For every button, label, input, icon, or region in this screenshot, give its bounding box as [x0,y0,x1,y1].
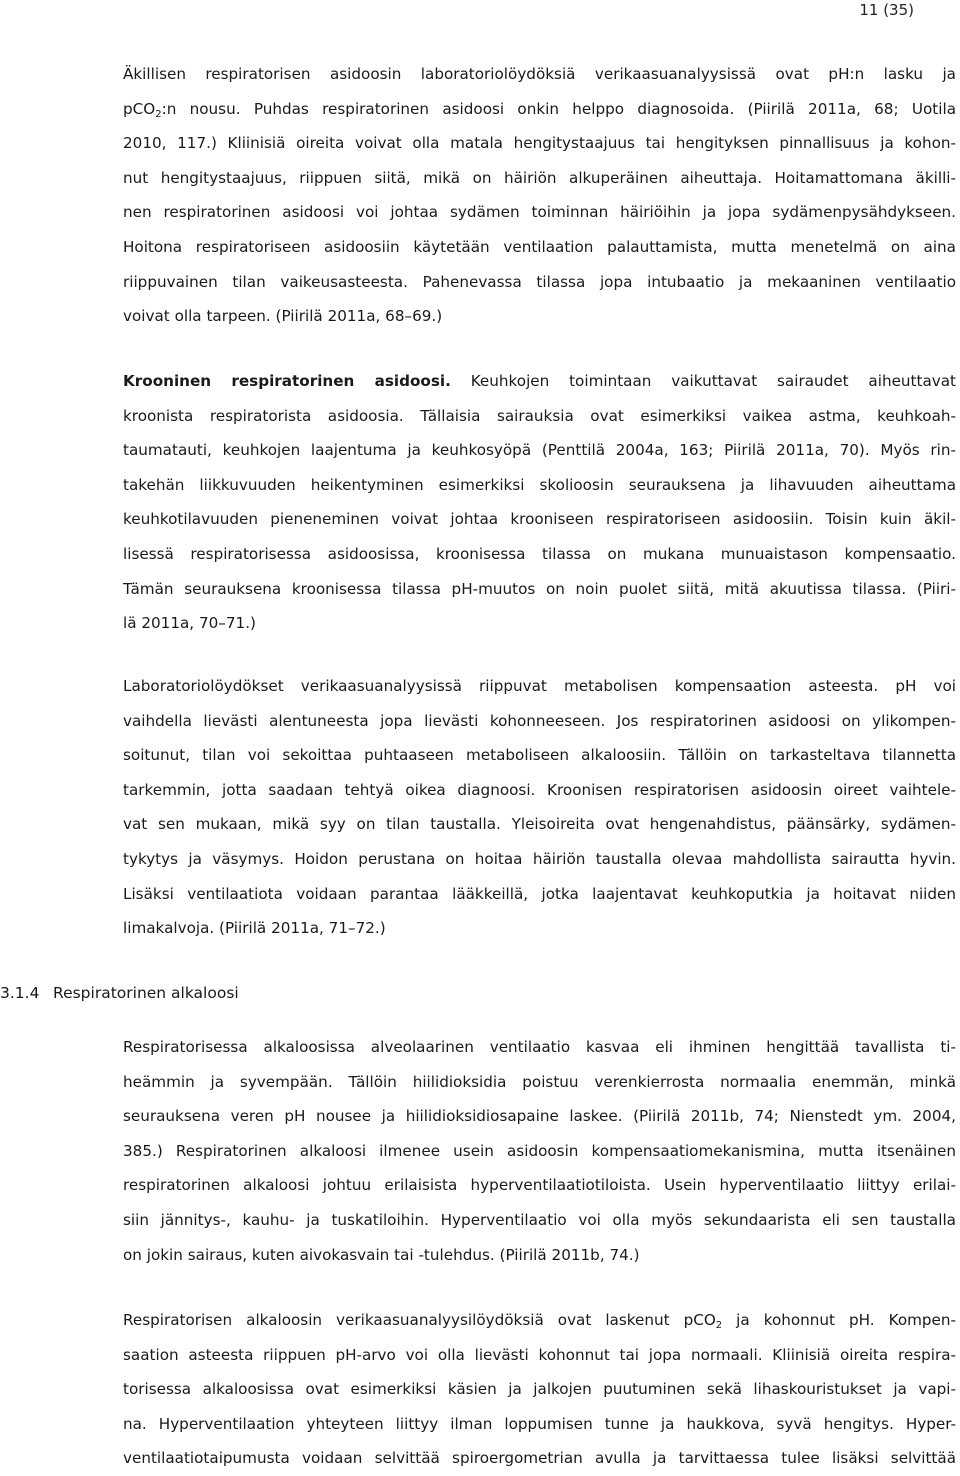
text-line: taumatauti, keuhkojen laajentuma ja keuhkosyöpä (Penttilä 2004a, 163; Piirilä 2011a, 70). Myös rin- [123,441,956,460]
text-line: riippuvainen tilan vaikeusasteesta. Pahenevassa tilassa jopa intubaatio ja mekaaninen ventilaatio [123,272,956,291]
text-line: respiratorinen alkaloosi johtuu erilaisista hyperventilaatiotiloista. Usein hyperventilaatio liittyy erilai- [123,1176,956,1195]
text-line: vaihdella lievästi alentuneesta jopa lievästi kohonneeseen. Jos respiratorinen asidoosi on ylikompen- [123,711,956,730]
text-segment: :n nousu. Puhdas respiratorinen asidoosi onkin helppo diagnosoida. (Piirilä 2011a, 68; Uotila [161,99,956,118]
section-title: Respiratorinen alkaloosi [53,984,239,1002]
subscript: 2 [715,1320,723,1331]
text-line: Hoitona respiratoriseen asidoosiin käytetään ventilaation palauttamista, mutta menetelmä on aina [123,237,956,256]
text-line: na. Hyperventilaation yhteyteen liittyy ilman loppumisen tunne ja haukkova, syvä hengitys. Hyper- [123,1414,956,1433]
text-line: nut hengitystaajuus, riippuen siitä, mikä on häiriön alkuperäinen aiheuttaja. Hoitamattomana äkilli- [123,168,956,187]
run-in-heading: Krooninen respiratorinen asidoosi. [123,372,451,390]
text-line: tykytys ja väsymys. Hoidon perustana on hoitaa häiriön taustalla olevaa mahdollista sairautta hyvin. [123,849,956,868]
text-line: limakalvoja. (Piirilä 2011a, 71–72.) [123,919,386,938]
text-segment: Respiratorisen alkaloosin verikaasuanalyysilöydöksiä ovat laskenut pCO [123,1311,716,1329]
text-line: heämmin ja syvempään. Tällöin hiilidioksidia poistuu verenkierrosta normaalia enemmän, minkä [123,1072,956,1091]
text-line: Laboratoriolöydökset verikaasuanalyysissä riippuvat metabolisen kompensaation asteesta. pH voi [123,677,956,695]
pco2-text: pCO [123,99,156,118]
text-line: Respiratorisessa alkaloosissa alveolaarinen ventilaatio kasvaa eli ihminen hengittää tavallista ti- [123,1038,956,1056]
text-line: keuhkotilavuuden pieneneminen voivat johtaa krooniseen respiratoriseen asidoosiin. Toisin kuin äkil- [123,510,956,529]
text-line: vat sen mukaan, mikä syy on tilan taustalla. Yleisoireita ovat hengenahdistus, päänsärky, sydämen- [123,815,956,834]
text-line: on jokin sairaus, kuten aivokasvain tai -tulehdus. (Piirilä 2011b, 74.) [123,1245,640,1264]
paragraph-acute-acidosis-findings [123,57,956,334]
text-line: nen respiratorinen asidoosi voi johtaa sydämen toiminnan häiriöihin ja jopa sydämenpysähdykseen. [123,203,956,222]
text-line: Tämän seurauksena kroonisessa tilassa pH-muutos on noin puolet siitä, mitä akuutissa tilassa. (Piiri- [123,579,956,598]
text-line: 385.) Respiratorinen alkaloosi ilmenee usein asidoosin kompensaatiomekanismina, mutta itsenäinen [123,1141,956,1160]
text-line [123,1303,956,1338]
text-line: Äkillisen respiratorisen asidoosin laboratoriolöydöksiä verikaasuanalyysissä ovat pH:n lasku ja [123,65,956,83]
text-line: soitunut, tilan voi sekoittaa puhtaaseen metaboliseen alkaloosiin. Tällöin on tarkasteltava tilannetta [123,746,956,765]
text-line: ventilaatiotaipumusta voidaan selvittää spiroergometrian avulla ja tarvittaessa tulee lisäksi selvittää [123,1449,956,1468]
text-line [123,364,956,399]
text-line: saation asteesta riippuen pH-arvo voi olla lievästi kohonnut tai jopa normaali. Kliinisiä oireita respira- [123,1345,956,1364]
text-line: tarkemmin, jotta saadaan tehtyä oikea diagnoosi. Kroonisen respiratorisen asidoosin oireet vaihtele- [123,780,956,799]
section-heading [0,978,239,1008]
text-line: kroonista respiratorista asidoosia. Tällaisia sairauksia ovat esimerkiksi vaikea astma, keuhkoah- [123,406,956,425]
text-line: voivat olla tarpeen. (Piirilä 2011a, 68–69.) [123,307,443,326]
paragraph-respiratory-alkalosis [123,1030,956,1272]
text-line: lisessä respiratorisessa asidoosissa, kroonisessa tilassa on mukana munuaistason kompensaatio. [123,544,956,563]
text-line [123,92,956,127]
text-line: Lisäksi ventilaatiota voidaan parantaa lääkkeillä, jotka laajentavat keuhkoputkia ja hoitavat niiden [123,884,956,903]
text-line: takehän liikkuvuuden heikentyminen esimerkiksi skolioosin seurauksena ja lihavuuden aiheuttama [123,475,956,494]
text-line: torisessa alkaloosissa ovat esimerkiksi käsien ja jalkojen puutuminen sekä lihaskouristukset ja vapi- [123,1380,956,1399]
text-segment: Keuhkojen toimintaan vaikuttavat sairaudet aiheuttavat [450,372,957,390]
text-line: lä 2011a, 70–71.) [123,614,256,633]
paragraph-alkalosis-findings [123,1303,956,1476]
text-segment: ja kohonnut pH. Kompen- [722,1311,956,1329]
text-line: 2010, 117.) Kliinisiä oireita voivat olla matala hengitystaajuus tai hengityksen pinnallisuus ja kohon- [123,134,956,153]
paragraph-chronic-acidosis [123,364,956,641]
paragraph-lab-findings [123,669,956,946]
text-line: seurauksena veren pH nousee ja hiilidioksidiosapaine laskee. (Piirilä 2011b, 74; Nienstedt ym. 2004, [123,1107,956,1126]
section-number: 3.1.4 [0,984,40,1002]
text-line: siin jännitys-, kauhu- ja tuskatiloihin. Hyperventilaatio voi olla myös sekundaarista eli sen taustalla [123,1210,956,1229]
page-number: 11 (35) [859,1,914,19]
subscript: 2 [155,108,162,120]
